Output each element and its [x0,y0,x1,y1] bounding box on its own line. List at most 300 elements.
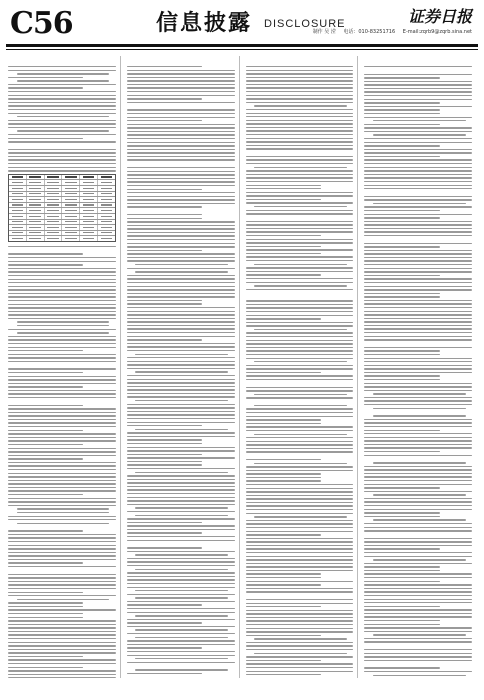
text-line [127,565,235,566]
text-line [8,494,83,495]
text-line [364,307,472,308]
table-cell [27,180,45,185]
text-line [127,350,235,351]
text-line [8,552,116,553]
text-line [364,433,472,434]
text-line [127,497,235,498]
text-line [127,432,235,433]
text-line [127,159,235,160]
text-line [8,134,116,135]
text-line [127,206,202,207]
text-line [8,559,116,560]
text-line [8,562,83,563]
text-line [8,458,83,459]
text-line [246,416,354,417]
table-cell [27,220,45,225]
text-line [246,473,321,474]
text-line [127,500,235,501]
text-line [246,274,321,275]
text-line [246,159,354,160]
text-line [246,502,354,503]
text-line [364,527,472,528]
text-line [246,267,354,268]
text-line [246,271,354,272]
text-line [8,448,116,449]
text-line [17,130,110,131]
text-line [246,559,354,560]
text-line [246,584,321,585]
text-line [246,451,354,452]
text-line [254,638,347,639]
text-line [17,116,110,117]
text-line [246,163,354,164]
text-line [246,459,321,460]
text-line [364,400,472,401]
text-line [246,231,354,232]
text-line [8,530,83,531]
text-line [373,408,466,409]
text-line [364,613,472,614]
text-line [364,501,472,502]
text-line [364,563,472,564]
text-line [254,206,347,207]
text-line [246,513,354,514]
text-line [246,419,321,420]
text-line [246,628,354,629]
text-line [127,622,202,623]
section-title-en: DISCLOSURE [264,18,346,30]
text-line [8,581,116,582]
text-line [246,408,354,409]
text-line [8,350,83,351]
text-line [246,332,354,333]
text-line [364,602,472,603]
text-line [246,441,354,442]
text-line [8,667,83,668]
text-line [364,430,439,431]
text-line [364,606,439,607]
text-line [17,73,110,74]
text-line [8,487,116,488]
text-line [8,372,83,373]
table-cell [45,180,63,185]
text-line [364,570,439,571]
table-cell [9,225,27,230]
text-line [246,256,354,257]
text-line [364,206,472,207]
text-line [127,239,235,240]
text-line [246,390,354,391]
text-line [364,397,472,398]
text-line [127,612,235,613]
text-line [127,382,235,383]
text-line [364,289,472,290]
text-line [246,84,354,85]
text-line [246,610,354,611]
text-line [364,70,472,74]
text-line [246,603,354,604]
text-line [127,171,235,172]
table-cell [27,203,45,208]
text-line [127,529,235,530]
text-line [254,329,347,330]
text-line [135,429,228,430]
text-line [246,350,354,351]
text-line [8,574,116,575]
text-line [127,457,235,458]
text-line [8,419,116,420]
text-line [8,534,116,535]
text-line [373,120,466,121]
text-line [8,271,116,272]
text-line [364,404,472,405]
text-line [246,520,354,521]
text-line [246,358,354,359]
text-line [127,189,202,190]
table-cell [80,231,98,236]
text-line [364,106,472,107]
text-line [364,199,472,200]
text-line [246,495,354,496]
text-line [8,433,116,434]
column-1 [8,56,121,678]
text-line [364,257,472,258]
table-cell [27,236,45,241]
text-line [8,296,116,297]
text-line [127,343,235,344]
text-line [246,552,354,553]
table-cell [27,214,45,219]
text-line [8,102,116,103]
table-cell [62,214,80,219]
text-line [246,102,354,103]
text-line [246,538,354,539]
text-line [246,368,354,369]
text-line [8,397,116,398]
text-line [364,484,472,485]
text-line [373,519,466,520]
text-line [127,87,235,88]
text-line [364,473,472,474]
masthead-meta [307,28,472,35]
text-line [8,167,116,168]
text-line [246,365,354,366]
text-line [246,177,354,178]
text-line [246,379,354,380]
text-line [127,518,235,519]
text-line [364,631,472,632]
text-line [17,599,110,600]
text-line [246,663,354,664]
table-cell [9,203,27,208]
text-line [127,257,235,258]
text-line [246,617,354,618]
text-line [364,167,472,168]
text-line [127,243,235,244]
text-line [364,656,472,657]
text-line [364,653,472,654]
text-line [8,613,83,614]
text-line [8,123,116,124]
text-line [8,677,116,678]
text-line [364,286,472,287]
text-line [8,127,116,128]
text-line [364,188,472,189]
text-line [8,141,116,142]
text-line [246,671,354,672]
text-line [364,243,472,244]
text-line [8,339,116,340]
data-table [8,174,116,242]
table-cell [9,180,27,185]
text-line [8,246,116,247]
text-line [127,293,235,294]
text-line [127,540,235,541]
text-line [135,472,228,473]
text-line [246,563,354,564]
text-line [127,375,235,376]
column-4-text [364,66,472,678]
text-line [246,315,354,316]
text-line [364,548,439,549]
text-line [127,98,202,99]
table-cell [45,220,63,225]
text-line [127,300,202,301]
text-line [127,464,202,465]
text-line [127,436,235,437]
text-line [364,437,472,438]
text-line [246,300,354,301]
text-line [8,70,116,71]
text-line [127,142,235,143]
text-line [135,590,228,591]
text-line [8,620,116,621]
table-cell [45,236,63,241]
text-line [246,224,354,225]
text-line [254,653,347,654]
text-line [246,613,354,614]
text-line [8,555,116,556]
text-line [127,608,235,609]
table-cell [98,192,115,197]
text-line [8,156,116,157]
text-line [8,368,116,369]
text-line [364,498,472,499]
text-line [364,609,472,610]
text-line [8,519,116,520]
table-cell [45,231,63,236]
text-line [364,595,472,596]
text-line [127,314,235,315]
text-line [127,149,235,150]
text-line [364,671,472,672]
text-line [364,163,472,164]
text-line [246,141,354,142]
text-line [246,210,354,211]
text-line [8,66,116,67]
text-line [8,645,116,646]
text-line [364,278,472,279]
text-line [364,84,472,85]
table-cell [80,220,98,225]
text-line [246,213,354,214]
text-line [254,434,347,435]
text-line [127,482,235,483]
text-line [127,411,235,412]
text-line [364,538,472,539]
text-line [8,109,116,110]
text-line [246,656,354,657]
text-line [8,444,83,445]
text-line [8,318,116,319]
text-line [246,311,354,312]
text-line [127,131,235,132]
text-line [8,627,116,628]
text-line [246,509,354,510]
text-line [135,271,228,272]
text-line [8,393,116,394]
text-line [127,77,235,78]
text-line [127,532,202,533]
text-line [364,185,472,186]
text-line [246,87,354,88]
text-line [364,556,472,557]
text-line [364,221,472,222]
text-line [127,407,235,408]
text-line [364,480,472,481]
text-line [373,415,466,416]
table-cell [9,231,27,236]
text-line [8,617,83,618]
text-line [8,408,116,409]
text-line [246,588,354,589]
table-cell [98,175,115,180]
text-line [8,537,116,538]
text-line [8,304,116,305]
text-line [17,80,110,81]
table-cell [80,192,98,197]
text-line [364,271,472,272]
text-line [254,405,347,406]
text-line [246,498,354,499]
text-line [17,508,110,509]
text-line [246,480,321,481]
text-line [246,343,354,344]
text-line [127,422,235,423]
table-cell [27,225,45,230]
text-line [127,673,202,674]
text-line [364,318,472,319]
text-line [127,468,235,469]
column-3 [246,56,359,678]
text-line [364,584,472,585]
text-line [127,203,235,204]
text-line [127,260,235,261]
text-line [364,444,472,445]
text-line [364,328,472,329]
text-line [135,637,228,638]
text-line [246,635,321,636]
text-line [246,383,354,387]
text-line [364,487,439,488]
text-line [364,321,472,322]
text-line [8,577,116,578]
text-line [364,264,472,265]
text-line [373,393,466,394]
text-line [364,660,472,661]
text-line [127,655,235,656]
text-line [127,232,235,233]
text-line [8,451,116,452]
text-line [8,261,116,262]
text-line [8,253,83,254]
article-columns [8,56,476,678]
text-line [254,361,347,362]
text-line [8,455,116,456]
text-line [8,624,116,625]
text-line [127,368,235,369]
text-line [246,307,354,308]
text-line [246,412,354,413]
text-line [8,405,83,406]
table-cell [80,236,98,241]
text-line [127,536,235,537]
text-line [8,415,116,416]
text-line [364,239,472,243]
text-line [246,195,354,196]
text-line [8,634,116,635]
text-line [8,314,116,315]
text-line [8,476,116,477]
text-line [246,523,354,524]
text-line [364,627,472,628]
text-line [364,231,472,232]
table-cell [80,186,98,191]
table-cell [27,208,45,213]
text-line [127,307,235,308]
table-cell [9,192,27,197]
text-line [373,559,466,560]
text-line [246,260,354,261]
text-line [127,601,235,602]
text-line [127,583,235,584]
text-line [127,185,235,186]
text-line [8,505,116,506]
text-line [127,572,235,573]
text-line [246,192,354,193]
text-line [246,477,321,478]
text-line [8,300,116,301]
table-cell [62,220,80,225]
text-line [127,167,235,168]
text-line [8,386,83,387]
table-cell [45,208,63,213]
text-line [364,386,472,387]
text-line [127,214,202,215]
text-line [254,105,347,106]
text-line [246,336,354,337]
text-line [8,663,116,664]
text-line [127,145,235,146]
table-cell [80,180,98,185]
text-line [127,246,235,247]
text-line [246,123,354,124]
text-line [135,400,228,401]
text-line [364,624,439,625]
text-line [135,354,228,355]
text-line [135,569,228,570]
text-line [8,354,116,355]
